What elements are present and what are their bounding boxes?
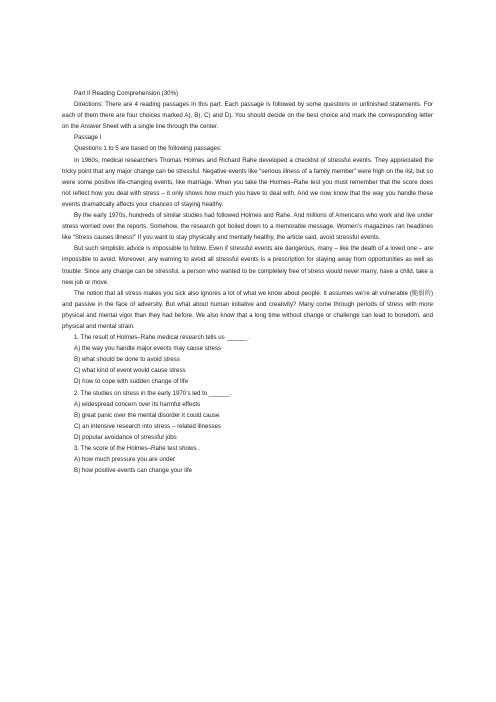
question-3-option-a: A) how much pressure you are under: [74, 456, 176, 464]
passage-intro: Questions 1 to 5 are based on the following passages:: [74, 145, 222, 153]
section-title: Part II Reading Comprehension (30%): [74, 90, 179, 97]
question-1-option-a: A) the way you handle major events may cause stress: [74, 345, 222, 353]
question-1-option-d: D) how to cope with sudden change of life: [74, 378, 189, 386]
question-1-stem: 1. The result of Holmes–Rahe medical research tells us ______ .: [74, 334, 251, 342]
question-2-stem: 2. The studies on stress in the early 1970’s led to ______.: [74, 389, 232, 397]
question-1-option-b: B) what should be done to avoid stress: [74, 356, 180, 364]
question-2-option-b: B) great panic over the mental disorder it could cause: [74, 411, 220, 419]
paragraph-4: The notion that all stress makes you sick also ignores a lot of what we know about people. It assumes we’re all vulnerable (脆弱的) and passive in the face of adversity. But what about human initiative and creativity? Many come through periods of stress with more physical and mental vigor than they had before. We also know that a long time without change or challenge can lead to boredom, and physical and mental strain.: [62, 289, 433, 330]
paragraph-2: By the early 1970s, hundreds of similar studies had followed Holmes and Rahe. And millions of Americans who work and live under stress worried over the reports. Somehow, the research got boiled down to a memorable message. Women’s magazines ran headlines like “Stress causes illness!” If you want to stay physically and mentally healthy, the article said, avoid stressful events.: [62, 212, 433, 242]
paragraph-3: But such simplistic advice is impossible to follow. Even if stressful events are dangerous, many – like the death of a loved one – are impossible to avoid. Moreover, any warning to avoid all stressful events is a prescription for staying away from opportunities as well as trouble. Since any change can be stressful, a person who wanted to be completely free of stress would never marry, have a child, take a new job or move.: [62, 245, 433, 286]
question-2-option-d: D) popular avoidance of stressful jobs: [74, 433, 177, 441]
question-2-option-a: A) widespread concern over its harmful effects: [74, 400, 201, 408]
directions: Directions: There are 4 reading passages in this part. Each passage is followed by some questions or unfinished statements. For each of them there are four choices marked A), B), C) and D). You should decide on the best choice and mark the corresponding letter on the Answer Sheet with a single line through the center.: [62, 101, 433, 131]
question-2-option-c: C) an intensive research into stress – related illnesses: [74, 422, 222, 430]
passage-label: Passage I: [74, 134, 102, 142]
paragraph-1: In 1960s, medical researchers Thomas Holmes and Richard Rahe developed a checklist of stressful events. They appreciated the tricky point that any major change can be stressful. Negative events like “serious illness of a family member” were high on the list, but so were some positive life-changing events, like marriage. When you take the Holmes–Rahe test you must remember that the score does not reflect how you deal with stress – it only shows how much you have to deal with. And we now know that the way you handle these events dramatically affects your chances of staying healthy.: [62, 156, 433, 208]
question-1-option-c: C) what kind of event would cause stress: [74, 367, 186, 375]
document-page: [62, 88, 433, 476]
question-3-option-b: B) how positive events can change your life: [74, 467, 193, 475]
question-3-stem: 3. The score of the Holmes–Rahe test shows .: [74, 445, 200, 452]
